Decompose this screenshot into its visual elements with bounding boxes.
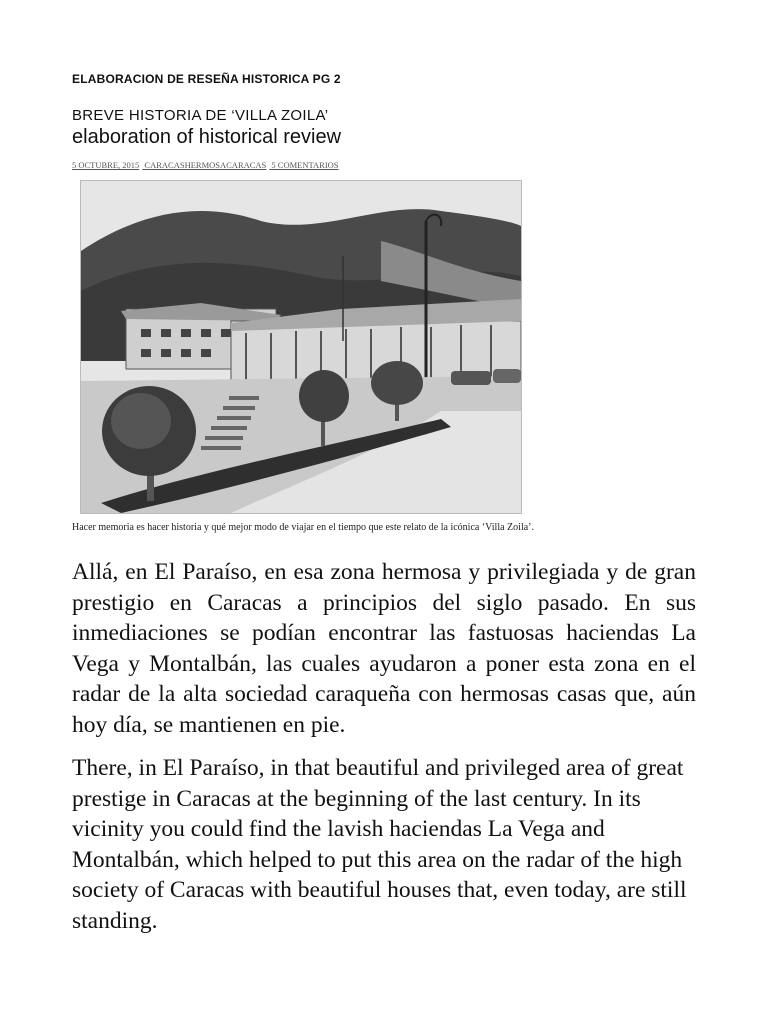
paragraph-spanish: Allá, en El Paraíso, en esa zona hermosa y privilegiada y de gran prestigio en Caracas a principios del siglo pasado. En sus inmediaciones se podían encontrar las fastuosas haciendas La Vega y Montalbán, las cuales ayudaron a poner esta zona en el radar de la alta sociedad caraqueña con hermosas casas que, aún hoy día, se mantienen en pie. — [72, 559, 696, 738]
post-title: BREVE HISTORIA DE ‘VILLA ZOILA’ — [72, 107, 329, 124]
paragraph-english: There, in El Paraíso, in that beautiful and privileged area of great prestige in Caracas at the beginning of the last century. In its vicinity you could find the lavish haciendas La Vega and Montalbán, which helped to put this area on the radar of the high society of Caracas with beautiful houses that, even today, are still standing. — [72, 755, 687, 934]
post-author-link[interactable]: CARACASHERMOSACARACAS — [144, 160, 267, 170]
villa-zoila-photo — [80, 180, 522, 514]
post-date-link[interactable]: 5 OCTUBRE, 2015 — [72, 160, 140, 170]
post-comments-link[interactable]: 5 COMENTARIOS — [271, 160, 339, 170]
post-subtitle: elaboration of historical review — [72, 126, 342, 148]
post-meta — [72, 160, 342, 170]
document-header: ELABORACION DE RESEÑA HISTORICA PG 2 — [72, 72, 341, 86]
photo-caption: Hacer memoria es hacer historia y qué mejor modo de viajar en el tiempo que este relato de la icónica ‘Villa Zoila’. — [72, 522, 534, 533]
